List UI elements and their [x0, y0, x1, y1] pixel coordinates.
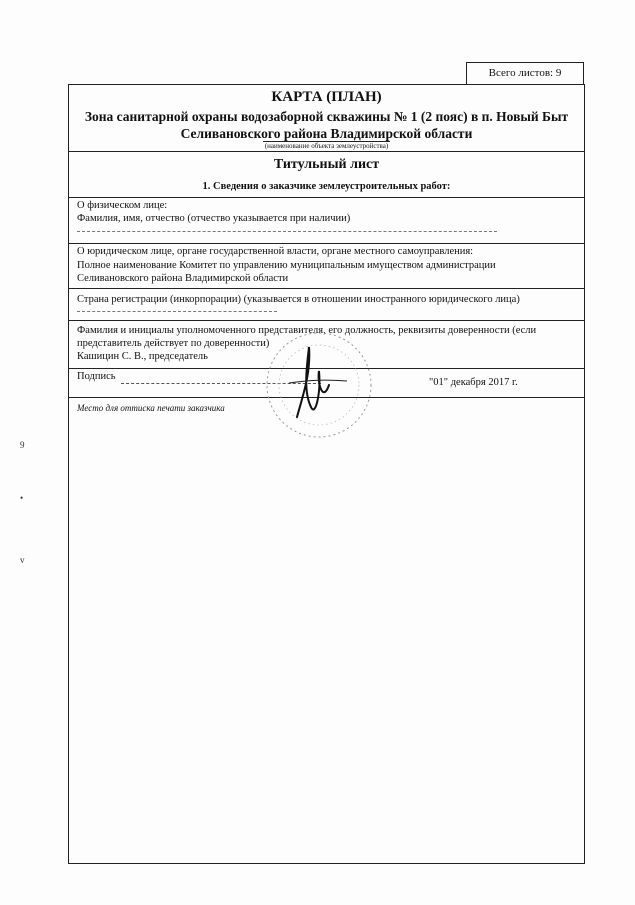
margin-mark: • [20, 493, 24, 503]
margin-mark: v [20, 555, 25, 565]
registration-country-label: Страна регистрации (инкорпорации) (указывается в отношении иностранного юридического лица) [77, 294, 520, 305]
fill-line [77, 311, 277, 312]
document-frame [68, 84, 585, 864]
legal-entity-name: Полное наименование Комитет по управлению муниципальным имуществом администрации Селивановского района Владимирской области [77, 260, 496, 284]
signature-date: "01" декабря 2017 г. [429, 377, 518, 388]
document-subtitle: Зона санитарной охраны водозаборной скважины № 1 (2 пояс) в п. Новый Быт Селивановского района Владимирской области [84, 109, 569, 141]
stamp-place-label: Место для оттиска печати заказчика [77, 403, 225, 413]
divider [69, 197, 584, 198]
object-caption-text: (наименование объекта землеустройства) [264, 142, 389, 150]
divider [69, 320, 584, 321]
stamp-and-signature [259, 325, 379, 440]
section-heading: 1. Сведения о заказчике землеустроительных работ: [202, 181, 451, 192]
divider [69, 151, 584, 152]
total-sheets-label: Всего листов: [488, 67, 554, 79]
divider [69, 288, 584, 289]
representative-value: Кашицин С. В., председатель [77, 351, 208, 362]
total-sheets-value: 9 [555, 67, 562, 79]
object-caption [69, 142, 584, 150]
total-sheets-box [466, 62, 584, 85]
document-title: КАРТА (ПЛАН) [271, 89, 382, 105]
legal-entity-label: О юридическом лице, органе государственной власти, органе местного самоуправления: [77, 246, 474, 257]
divider [69, 243, 584, 244]
individual-label: О физическом лице: [77, 200, 168, 211]
individual-name-label: Фамилия, имя, отчество (отчество указывается при наличии) [77, 213, 351, 224]
fill-line [77, 231, 497, 232]
representative-label: Фамилия и инициалы уполномоченного представителя, его должность, реквизиты доверенности (если представитель действует по доверенности) [77, 325, 537, 349]
signature-label: Подпись [77, 371, 116, 382]
title-sheet-heading: Титульный лист [273, 157, 380, 172]
margin-mark: 9 [20, 440, 25, 450]
